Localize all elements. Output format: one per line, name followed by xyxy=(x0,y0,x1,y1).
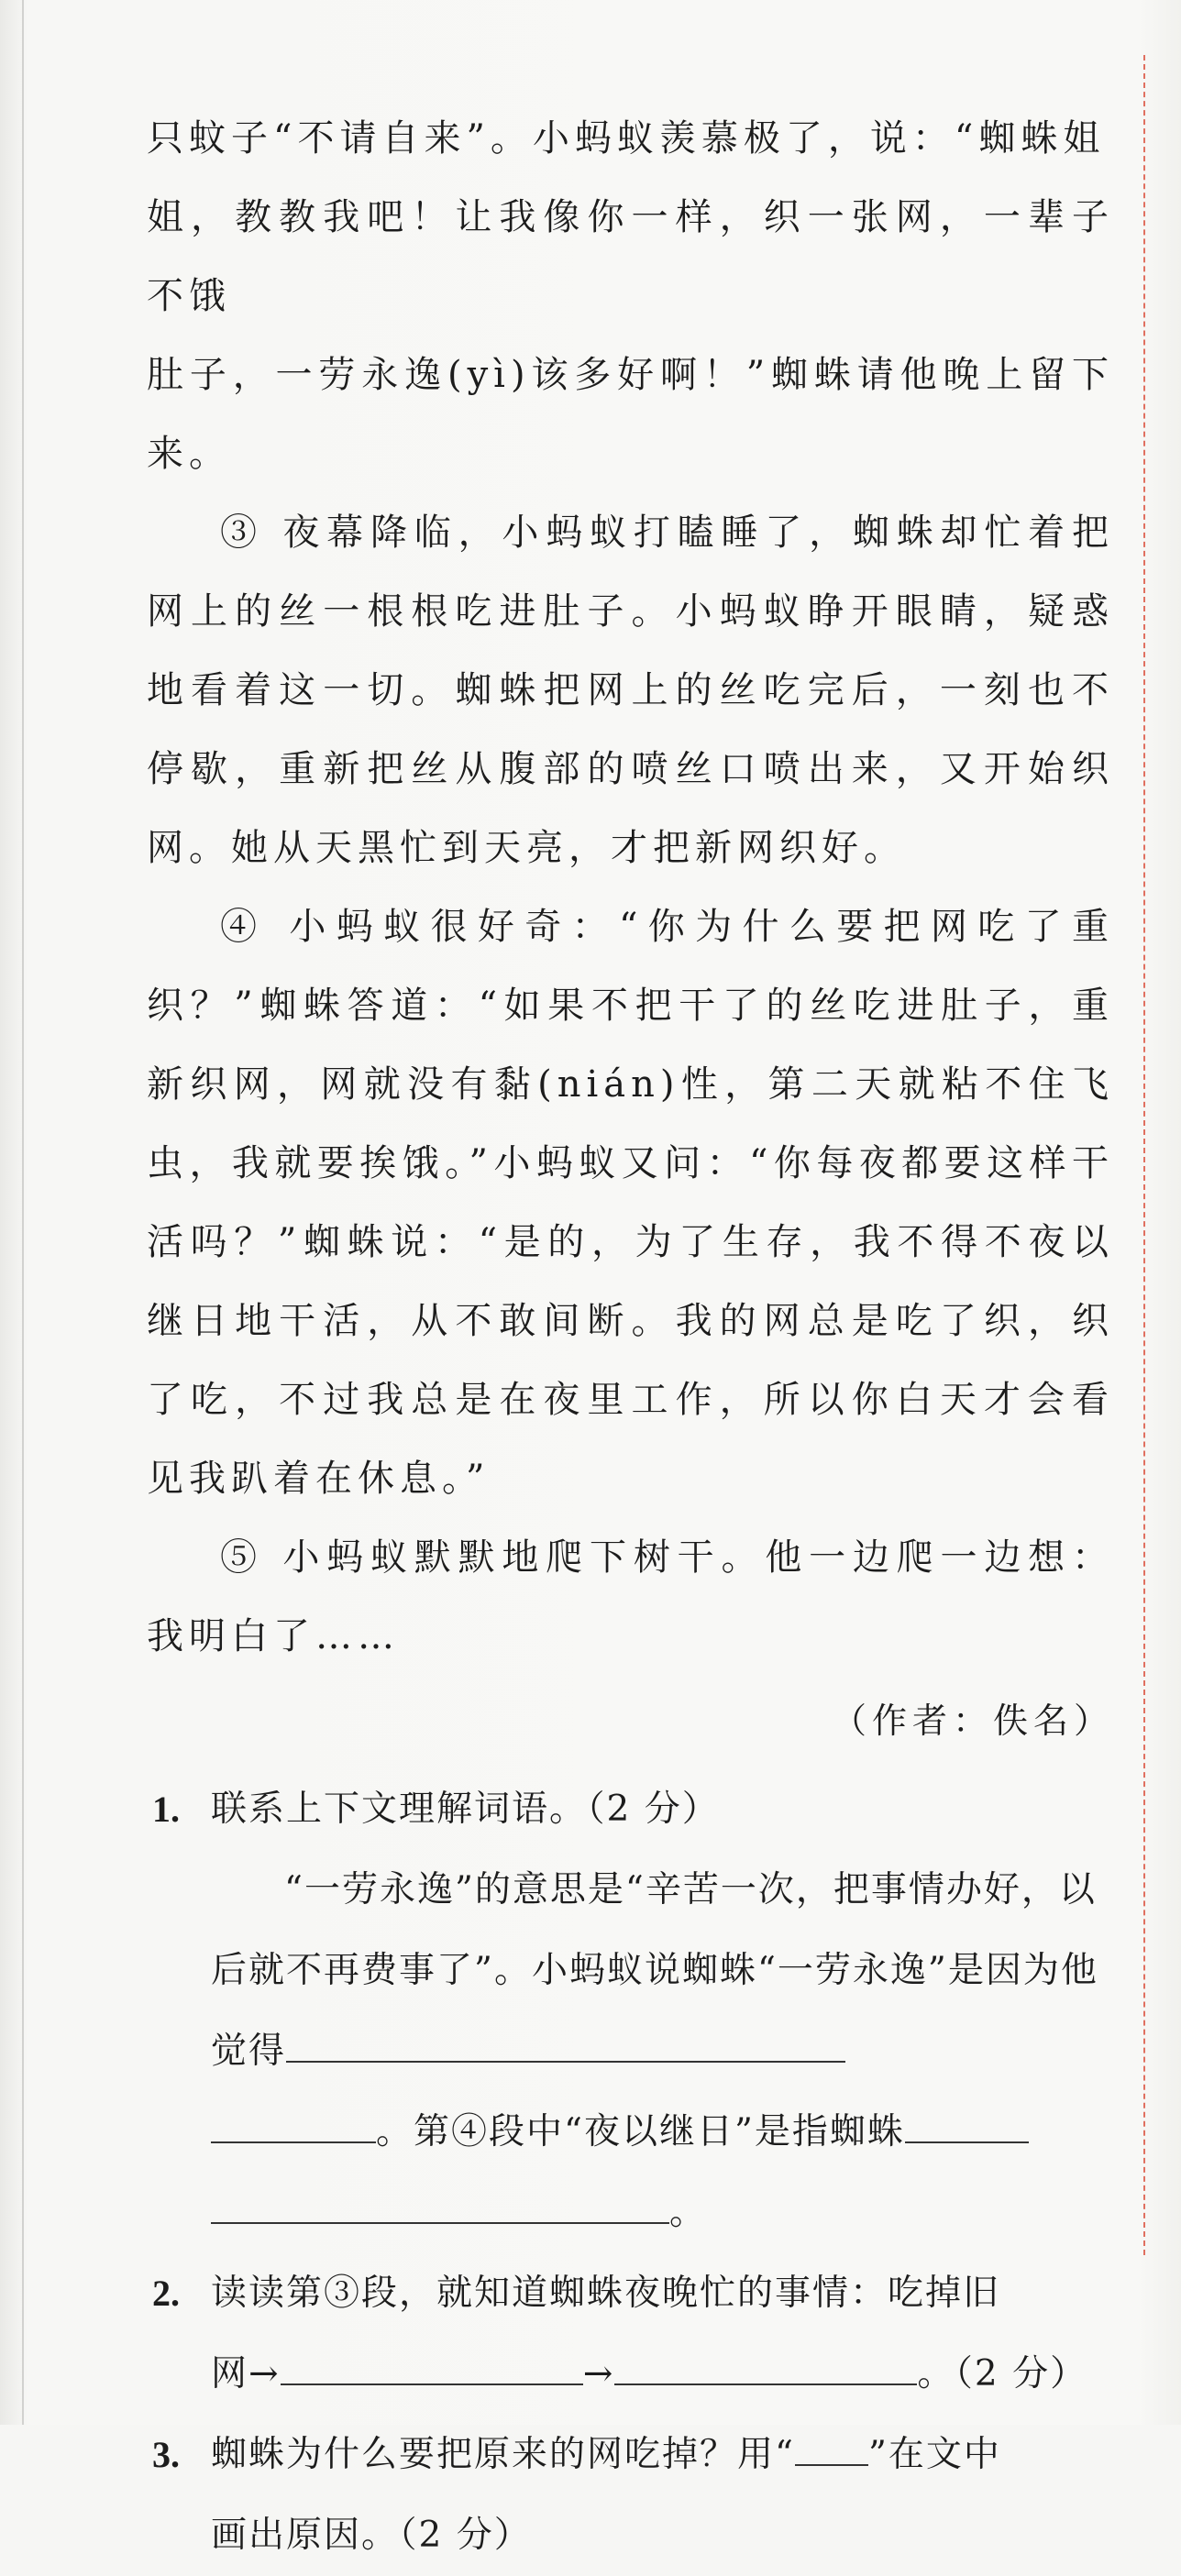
question-body xyxy=(211,2334,1114,2415)
answer-blank[interactable] xyxy=(614,2347,917,2385)
question-body xyxy=(211,2415,1114,2495)
question-number: 3. xyxy=(152,2434,180,2475)
answer-blank[interactable] xyxy=(905,2105,1029,2143)
question-text: 。第④段中“夜以继日”是指蜘蛛 xyxy=(376,2111,905,2152)
question-text: ”在文中 xyxy=(867,2434,1001,2475)
question-text: 。 xyxy=(669,2192,708,2233)
question-text: 画出原因。（2 分） xyxy=(211,2515,532,2556)
question-title: 读读第③段，就知道蜘蛛夜晚忙的事情：吃掉旧 xyxy=(211,2273,1001,2314)
question-text: “一劳永逸”的意思是“辛苦一次，把事情办好，以后就不再费事了”。小蚂蚁说蜘蛛“一劳永逸”是因为他觉得 xyxy=(211,1869,1098,2072)
question-text: 蜘蛛为什么要把原来的网吃掉？用“ xyxy=(211,2434,795,2475)
story-paragraph-3: ③ 夜幕降临，小蚂蚁打瞌睡了，蜘蛛却忙着把网上的丝一根根吃进肚子。小蚂蚁睁开眼睛，疑惑地看着这一切。蜘蛛把网上的丝吃完后，一刻也不停歇，重新把丝从腹部的喷丝口喷出来，又开始织网。她从天黑忙到天亮，才把新网织好。 xyxy=(147,512,1114,869)
question-body xyxy=(211,2173,1114,2253)
author-credit: （作者：佚名） xyxy=(831,1701,1114,1741)
worksheet-content xyxy=(147,99,1114,2576)
question-1 xyxy=(147,1769,1114,2253)
question-body xyxy=(211,1850,1114,2092)
story-line: 肚子，一劳永逸(yì)该多好啊！”蜘蛛请他晚上留下来。 xyxy=(147,354,1114,475)
question-number: 1. xyxy=(152,1789,180,1830)
question-text: 网→ xyxy=(211,2353,281,2394)
story-paragraph-4: ④ 小蚂蚁很好奇：“你为什么要把网吃了重织？”蜘蛛答道：“如果不把干了的丝吃进肚子，重新织网，网就没有黏(nián)性，第二天就粘不住飞虫，我就要挨饿。”小蚂蚁又问：“你每夜都要这样干活吗？”蜘蛛说：“是的，为了生存，我不得不夜以继日地干活，从不敢间断。我的网总是吃了织，织了吃，不过我总是在夜里工作，所以你白天才会看见我趴着在休息。” xyxy=(147,906,1114,1500)
question-body xyxy=(211,2092,1114,2173)
answer-blank[interactable] xyxy=(281,2347,583,2385)
question-3 xyxy=(147,2415,1114,2576)
question-text: 。（2 分） xyxy=(917,2353,1088,2394)
answer-blank[interactable] xyxy=(211,2185,669,2224)
story-line: 姐，教教我吧！让我像你一样，织一张网，一辈子不饿 xyxy=(147,196,1114,317)
cut-margin-line xyxy=(1143,55,1145,2255)
question-number: 2. xyxy=(152,2273,180,2314)
story-paragraph-5: ⑤ 小蚂蚁默默地爬下树干。他一边爬一边想：我明白了…… xyxy=(147,1536,1114,1657)
answer-blank[interactable] xyxy=(286,2024,845,2063)
question-2 xyxy=(147,2253,1114,2415)
underline-sample xyxy=(795,2427,868,2466)
binding-edge xyxy=(22,0,24,2425)
question-title: 联系上下文理解词语。（2 分） xyxy=(211,1789,720,1830)
answer-blank[interactable] xyxy=(211,2105,376,2143)
story-line: 只蚊子“不请自来”。小蚂蚁羡慕极了，说：“蜘蛛姐 xyxy=(147,117,1106,160)
arrow: → xyxy=(582,2353,615,2394)
